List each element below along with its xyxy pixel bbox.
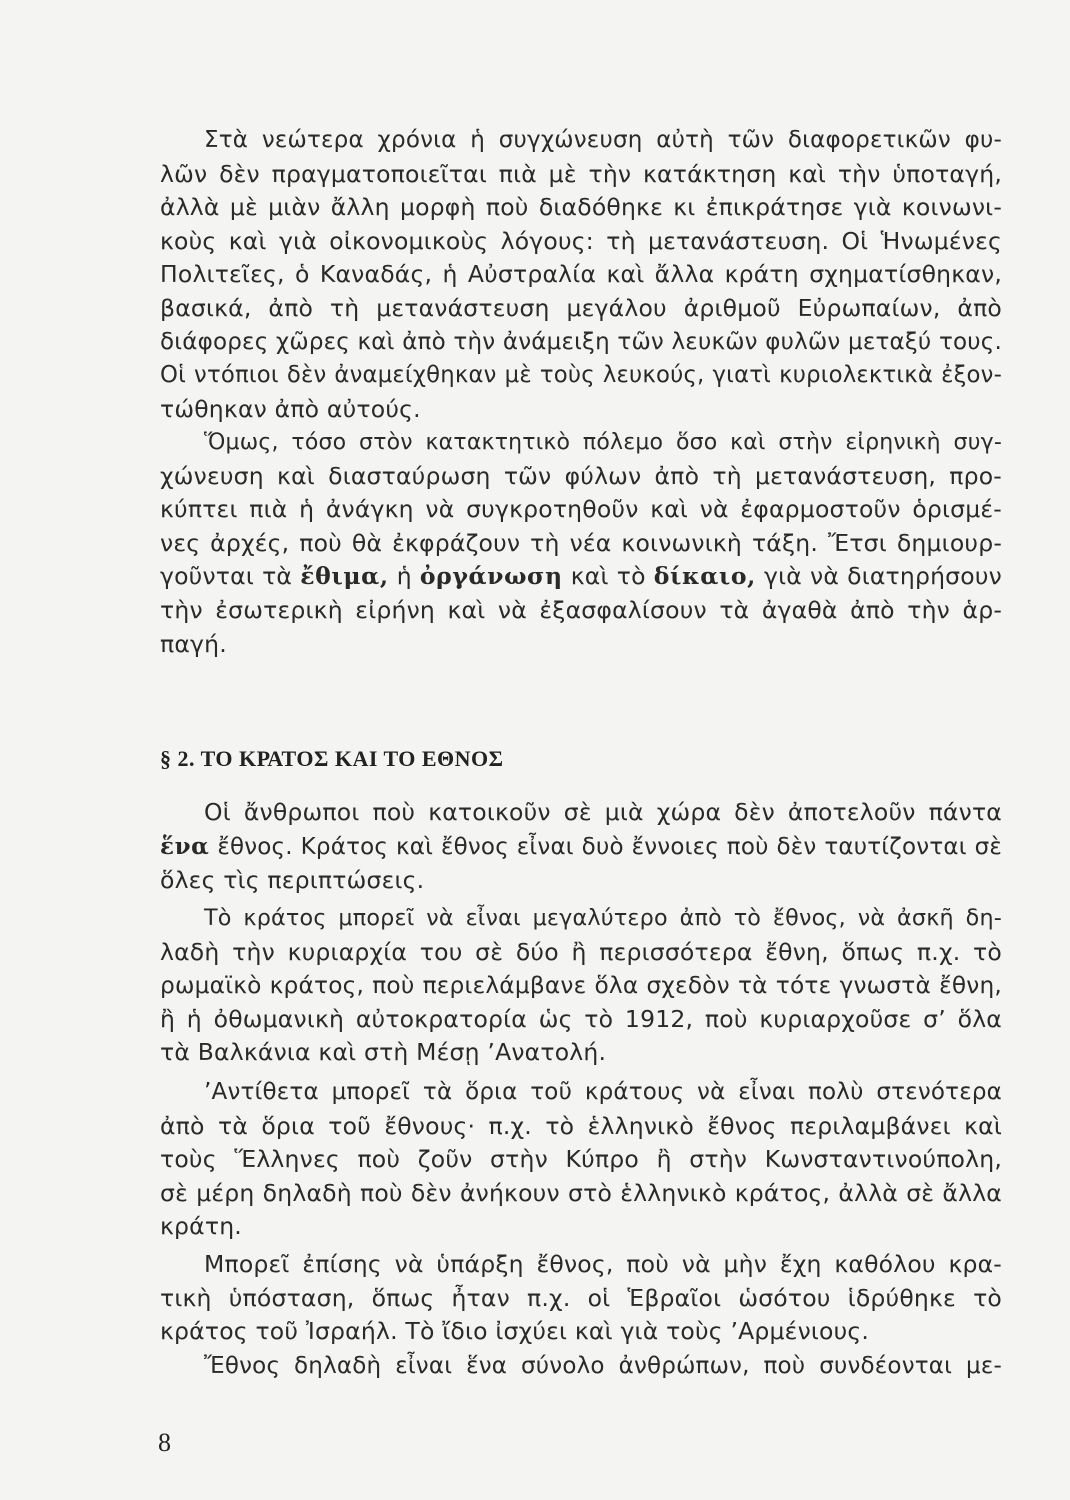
text-line: ἀλλὰ μὲ μιὰν ἄλλη μορφὴ ποὺ διαδόθηκε κι ἐπικράτησε γιὰ κοινωνι- [160, 193, 1002, 222]
text-line: Οἱ ἄνθρωποι ποὺ κατοικοῦν σὲ μιὰ χώρα δὲν ἀποτελοῦν πάντα [204, 798, 1002, 826]
section-paragraph-2 [160, 902, 1002, 1070]
text-line: Πολιτεῖες, ὁ Καναδάς, ἡ Αὐστραλία καὶ ἄλλα κράτη σχηματίσθηκαν, [160, 260, 1002, 289]
text-line: ’Αντίθετα μπορεῖ τὰ ὅρια τοῦ κράτους νὰ εἶναι πολὺ στενότερα [204, 1079, 1002, 1105]
text-line: νες ἀρχές, ποὺ θὰ ἐκφράζουν τὴ νέα κοινωνικὴ τάξη. Ἔτσι δημιουρ- [160, 528, 1002, 557]
text-fragment: καὶ τὸ [562, 562, 654, 591]
paragraph-2 [160, 426, 1002, 661]
paragraph-1 [160, 124, 1002, 426]
text-line: ἀπὸ τὰ ὅρια τοῦ ἔθνους· π.χ. τὸ ἑλληνικὸ ἔθνος περιλαμβάνει καὶ [160, 1111, 1002, 1140]
text-line: Στὰ νεώτερα χρόνια ἡ συγχώνευση αὐτὴ τῶν διαφορετικῶν φυ- [204, 127, 1002, 153]
bold-term-law: δίκαιο, [653, 562, 756, 591]
bold-term-customs: ἔθιμα, [300, 562, 389, 591]
text-line: Οἱ ντόπιοι δὲν ἀναμείχθηκαν μὲ τοὺς λευκούς, γιατὶ κυριολεκτικὰ ἐξον- [160, 362, 1002, 389]
text-line-with-emphasis [160, 560, 1002, 594]
text-fragment: ἡ [388, 562, 420, 591]
text-line: τικὴ ὑπόσταση, ὅπως ἦταν π.χ. οἱ Ἑβραῖοι ὡσότου ἱδρύθηκε τὸ [160, 1283, 1002, 1312]
text-line: τὴν ἐσωτερικὴ εἰρήνη καὶ νὰ ἐξασφαλίσουν τὰ ἀγαθὰ ἀπὸ τὴν ἁρ- [160, 595, 1002, 624]
text-line: κύπτει πιὰ ἡ ἀνάγκη νὰ συγκροτηθοῦν καὶ νὰ ἐφαρμοστοῦν ὁρισμέ- [160, 495, 1002, 524]
section-paragraph-5 [160, 1350, 1002, 1384]
text-line: κράτος τοῦ Ἰσραήλ. Τὸ ἴδιο ἰσχύει καὶ γιὰ τοὺς ’Αρμένιους. [160, 1317, 870, 1346]
text-line: λῶν δὲν πραγματοποιεῖται πιὰ μὲ τὴν κατάκτηση καὶ τὴν ὑποταγή, [160, 159, 1002, 188]
text-line: διάφορες χῶρες καὶ ἀπὸ τὴν ἀνάμειξη τῶν λευκῶν φυλῶν μεταξύ τους. [160, 328, 1002, 355]
page-number: 8 [158, 1428, 171, 1457]
text-line: κοὺς καὶ γιὰ οἰκονομικοὺς λόγους: τὴ μετανάστευση. Οἱ Ἡνωμένες [160, 226, 1002, 255]
text-line: τοὺς Ἕλληνες ποὺ ζοῦν στὴν Κύπρο ἢ στὴν Κωνσταντινούπολη, [160, 1145, 1002, 1174]
text-line: σὲ μέρη δηλαδὴ ποὺ δὲν ἀνήκουν στὸ ἑλληνικὸ κράτος, ἀλλὰ σὲ ἄλλα [160, 1178, 1002, 1207]
bold-term-organization: ὀργάνωση [419, 562, 563, 591]
text-line: Ἔθνος δηλαδὴ εἶναι ἕνα σύνολο ἀνθρώπων, ποὺ συνδέονται με- [204, 1353, 1002, 1379]
text-line: ρωμαϊκὸ κράτος, ποὺ περιελάμβανε ὅλα σχεδὸν τὰ τότε γνωστὰ ἔθνη, [160, 972, 1002, 1000]
text-fragment: ἔθνος. Κράτος καὶ ἔθνος εἶναι δυὸ ἔννοιες ποὺ δὲν ταυτίζονται σὲ [209, 833, 1002, 860]
text-line-with-emphasis [160, 830, 1002, 865]
text-line: βασικά, ἀπὸ τὴ μετανάστευση μεγάλου ἀριθμοῦ Εὐρωπαίων, ἀπὸ [160, 293, 1002, 322]
text-line: Μπορεῖ ἐπίσης νὰ ὑπάρξη ἔθνος, ποὺ νὰ μὴν ἔχη καθόλου κρα- [204, 1250, 1002, 1278]
section-paragraph-1 [160, 796, 1002, 898]
section-paragraph-4 [160, 1248, 1002, 1349]
text-line: Τὸ κράτος μπορεῖ νὰ εἶναι μεγαλύτερο ἀπὸ τὸ ἔθνος, νὰ ἀσκῆ δη- [204, 905, 1002, 931]
section-heading: § 2. ΤΟ ΚΡΑΤΟΣ ΚΑΙ ΤΟ ΕΘΝΟΣ [160, 746, 504, 771]
text-line: λαδὴ τὴν κυριαρχία του σὲ δύο ἢ περισσότερα ἔθνη, ὅπως π.χ. τὸ [160, 937, 1002, 966]
text-line: χώνευση καὶ διασταύρωση τῶν φύλων ἀπὸ τὴ μετανάστευση, προ- [160, 461, 1002, 490]
text-line: ὅλες τὶς περιπτώσεις. [160, 866, 425, 895]
text-line: τὰ Βαλκάνια καὶ στὴ Μέσῃ ’Ανατολή. [160, 1038, 607, 1067]
text-line: Ὅμως, τόσο στὸν κατακτητικὸ πόλεμο ὅσο καὶ στὴν εἰρηνικὴ συγ- [204, 430, 1002, 455]
text-fragment: γοῦνται τὰ [160, 562, 301, 591]
text-line: ἢ ἡ ὀθωμανικὴ αὐτοκρατορία ὡς τὸ 1912, ποὺ κυριαρχοῦσε σ’ ὅλα [160, 1004, 1002, 1033]
section-paragraph-3 [160, 1076, 1002, 1244]
text-line: παγή. [160, 629, 227, 658]
text-fragment: γιὰ νὰ διατηρήσουν [755, 562, 1002, 591]
text-line: τώθηκαν ἀπὸ αὐτούς. [160, 394, 421, 423]
text-line: κράτη. [160, 1212, 242, 1241]
bold-term-one: ἕνα [160, 832, 210, 860]
